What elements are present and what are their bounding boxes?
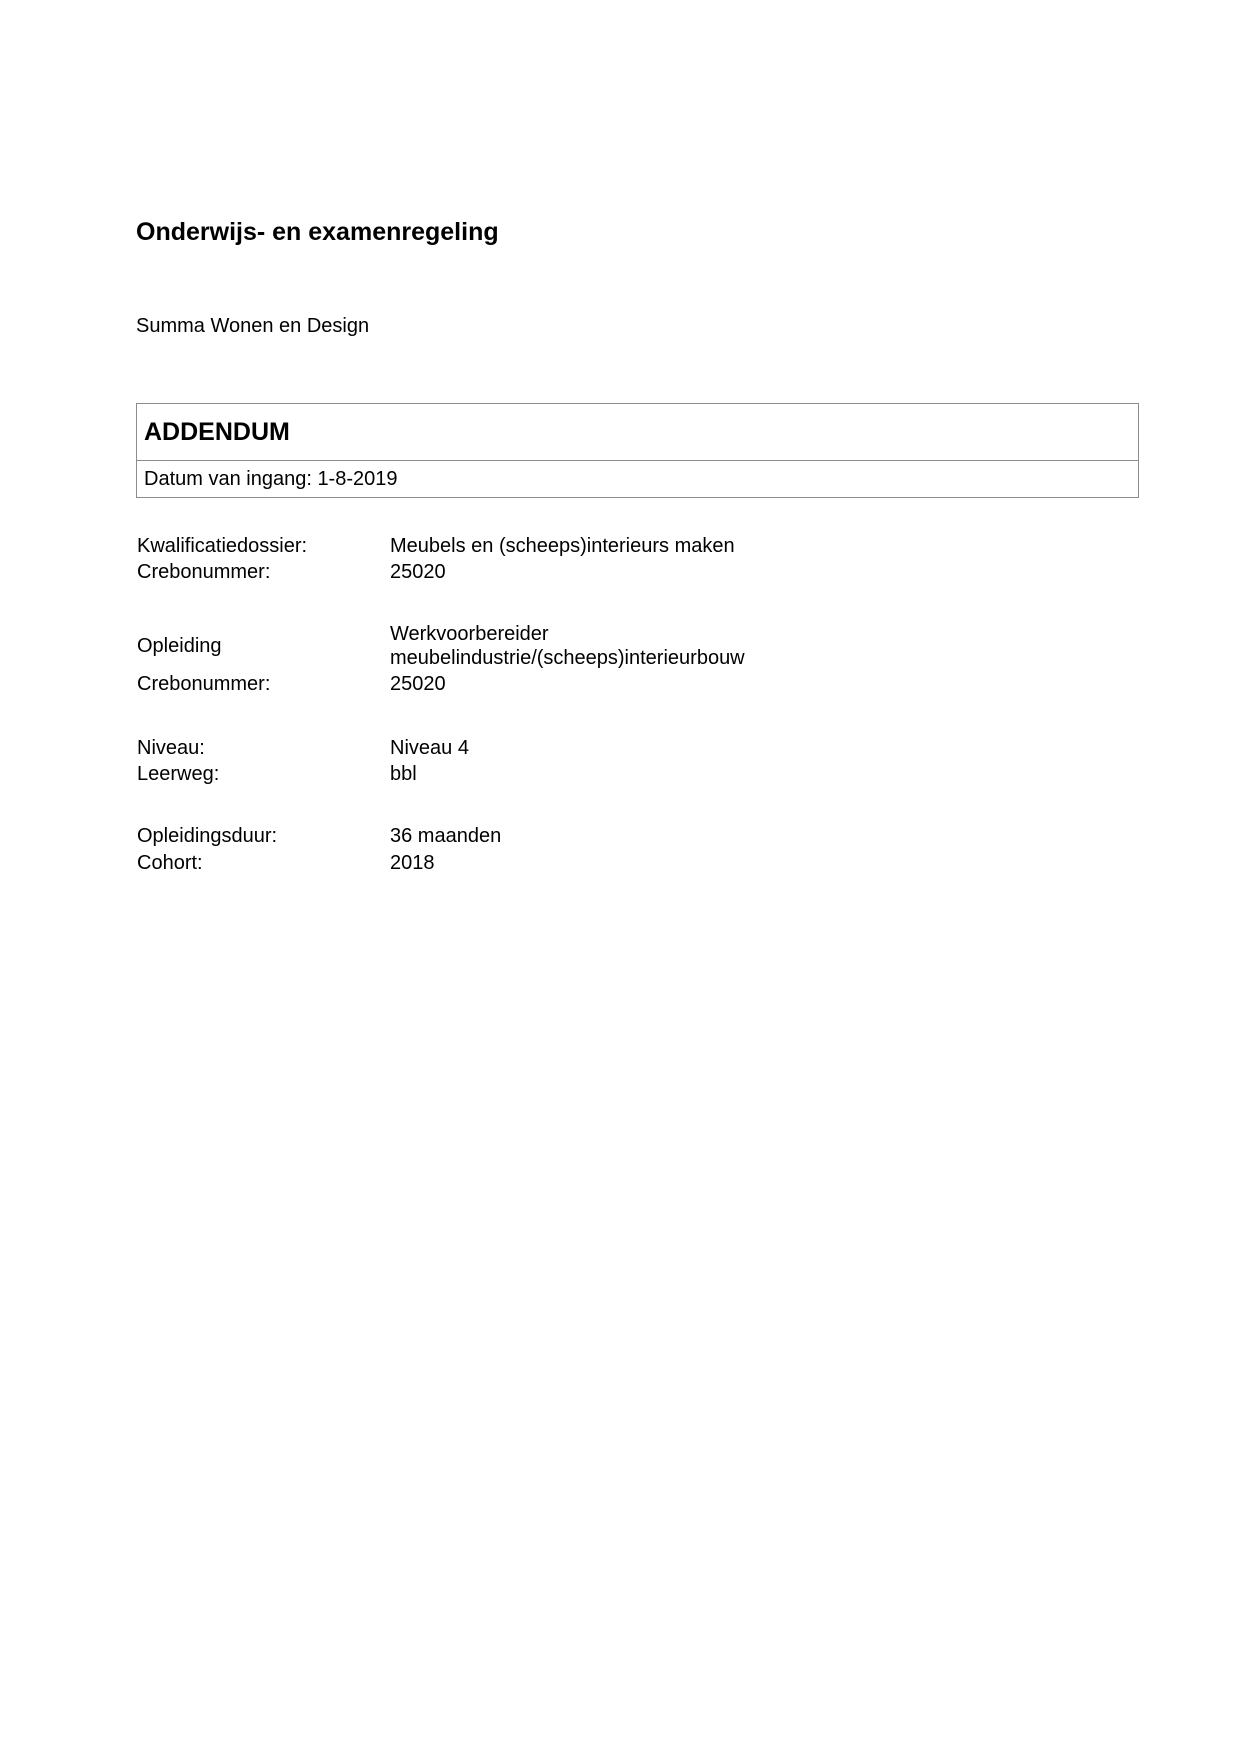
document-title: Onderwijs- en examenregeling [136, 218, 499, 246]
crebonummer-value: 25020 [390, 561, 446, 583]
leerweg-label: Leerweg: [137, 763, 220, 785]
leerweg-value: bbl [390, 763, 417, 785]
addendum-box [136, 403, 1139, 498]
niveau-label: Niveau: [137, 737, 205, 759]
opleiding-value-line2: meubelindustrie/(scheeps)interieurbouw [390, 647, 745, 669]
kwalificatiedossier-label: Kwalificatiedossier: [137, 535, 308, 557]
niveau-value: Niveau 4 [390, 737, 469, 759]
addendum-effective-date: Datum van ingang: 1-8-2019 [144, 468, 398, 490]
addendum-heading: ADDENDUM [137, 404, 1138, 461]
organization-name: Summa Wonen en Design [136, 315, 370, 337]
opleiding-label: Opleiding [137, 635, 222, 657]
cohort-label: Cohort: [137, 852, 203, 874]
opleiding-value-line1: Werkvoorbereider [390, 623, 549, 645]
opleidingsduur-label: Opleidingsduur: [137, 825, 278, 847]
kwalificatiedossier-value: Meubels en (scheeps)interieurs maken [390, 535, 735, 557]
cohort-value: 2018 [390, 852, 435, 874]
opleiding-crebonummer-label: Crebonummer: [137, 673, 271, 695]
crebonummer-label: Crebonummer: [137, 561, 271, 583]
opleidingsduur-value: 36 maanden [390, 825, 502, 847]
opleiding-crebonummer-value: 25020 [390, 673, 446, 695]
